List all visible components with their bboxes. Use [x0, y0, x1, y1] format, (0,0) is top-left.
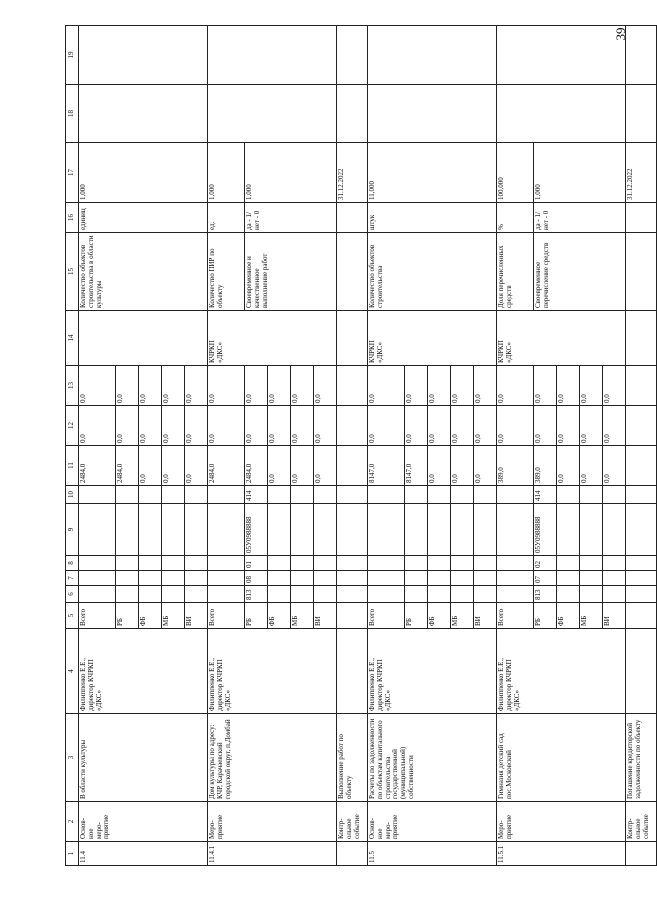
funding-source: РБ — [534, 603, 557, 629]
empty-cell — [497, 26, 626, 85]
budget-code-target — [497, 504, 534, 556]
empty-cell — [626, 446, 657, 486]
budget-code-expense-type — [580, 486, 603, 504]
indicator-name: Доля перечисленных средств — [497, 233, 534, 311]
responsible-person: Филиппенко Е.Е., директор КЧРКП «ДКС» — [79, 629, 208, 714]
amount-year-2: 0,0 — [208, 406, 245, 446]
indicator-unit: % — [497, 203, 534, 233]
budget-code-section — [451, 571, 474, 586]
budget-code-expense-type — [474, 486, 497, 504]
amount-year-1: 8147,0 — [405, 446, 428, 486]
amount-year-2: 0,0 — [428, 406, 451, 446]
budget-code-target — [314, 504, 337, 556]
empty-cell — [368, 26, 497, 85]
budget-code-grbs — [474, 586, 497, 603]
budget-code-section — [268, 571, 291, 586]
indicator-name-2: Своевременное и качественное выполнение работ — [245, 233, 337, 311]
amount-year-2: 0,0 — [245, 406, 268, 446]
empty-cell — [626, 203, 657, 233]
empty-cell — [79, 85, 208, 143]
budget-code-grbs — [185, 586, 208, 603]
budget-code-target — [603, 504, 626, 556]
item-type: Контр- ольное событие — [337, 802, 368, 842]
budget-code-section — [162, 571, 185, 586]
budget-code-expense-type: 414 — [534, 486, 557, 504]
budget-code-subsection: 01 — [245, 556, 268, 571]
budget-code-grbs — [208, 586, 245, 603]
budget-code-section — [497, 571, 534, 586]
budget-code-grbs — [405, 586, 428, 603]
empty-cell — [208, 85, 337, 143]
column-number-6: 6 — [66, 586, 79, 603]
budget-code-subsection — [79, 556, 116, 571]
executor: КЧРКП «ДКС» — [368, 311, 497, 366]
budget-code-grbs: 813 — [534, 586, 557, 603]
indicator-value: 11,000 — [368, 143, 497, 203]
budget-code-section — [405, 571, 428, 586]
empty-cell — [626, 556, 657, 571]
column-number-14: 14 — [66, 311, 79, 366]
indicator-unit: единиц — [79, 203, 208, 233]
budget-code-grbs — [116, 586, 139, 603]
amount-year-2: 0,0 — [497, 406, 534, 446]
control-event-row — [626, 26, 657, 866]
funding-source: Всего — [497, 603, 534, 629]
indicator-unit: ед. — [208, 203, 245, 233]
empty-cell — [368, 85, 497, 143]
budget-code-subsection — [291, 556, 314, 571]
empty-cell — [79, 26, 208, 85]
amount-year-3: 0,0 — [208, 366, 245, 406]
responsible-person: Филиппенко Е.Е., директор КЧРКП «ДКС» — [208, 629, 337, 714]
amount-year-2: 0,0 — [368, 406, 405, 446]
budget-code-expense-type — [162, 486, 185, 504]
amount-year-1: 0,0 — [139, 446, 162, 486]
budget-code-target — [474, 504, 497, 556]
column-number-15: 15 — [66, 233, 79, 311]
indicator-unit-2: да - 1/ нет - 0 — [245, 203, 337, 233]
budget-code-section — [139, 571, 162, 586]
column-number-7: 7 — [66, 571, 79, 586]
budget-code-expense-type — [557, 486, 580, 504]
empty-cell — [337, 203, 368, 233]
funding-source: ВИ — [603, 603, 626, 629]
amount-year-2: 0,0 — [79, 406, 116, 446]
budget-code-expense-type — [208, 486, 245, 504]
item-type: Меро- приятие — [497, 802, 626, 842]
item-type: Меро- приятие — [208, 802, 337, 842]
empty-cell — [337, 504, 368, 556]
page-number: 39 — [613, 27, 628, 41]
amount-year-1: 8147,0 — [368, 446, 405, 486]
indicator-value-2: 1,000 — [534, 143, 626, 203]
budget-code-target — [291, 504, 314, 556]
executor: КЧРКП «ДКС» — [497, 311, 626, 366]
amount-year-1: 2484,0 — [116, 446, 139, 486]
funding-source: РБ — [405, 603, 428, 629]
funding-source: ВИ — [314, 603, 337, 629]
empty-cell — [208, 26, 337, 85]
budget-code-subsection — [368, 556, 405, 571]
budget-code-section — [116, 571, 139, 586]
amount-year-1: 0,0 — [268, 446, 291, 486]
amount-year-1: 0,0 — [451, 446, 474, 486]
column-number-1: 1 — [66, 842, 79, 866]
empty-cell — [337, 406, 368, 446]
amount-year-2: 0,0 — [557, 406, 580, 446]
budget-code-section — [79, 571, 116, 586]
indicator-name-2: Своевременное перечисление средств — [534, 233, 626, 311]
amount-year-2: 0,0 — [162, 406, 185, 446]
amount-year-1: 389,0 — [534, 446, 557, 486]
item-name: Погашение кредиторской задолженности по объекту — [626, 714, 657, 802]
budget-code-subsection — [139, 556, 162, 571]
budget-code-target — [139, 504, 162, 556]
budget-code-expense-type — [79, 486, 116, 504]
budget-code-grbs — [428, 586, 451, 603]
responsible-person: Филиппенко Е.Е., директор КЧРКП «ДКС» — [497, 629, 626, 714]
budget-code-subsection — [474, 556, 497, 571]
empty-cell — [337, 366, 368, 406]
amount-year-1: 0,0 — [557, 446, 580, 486]
item-name: В области культуры — [79, 714, 208, 802]
funding-source: РБ — [116, 603, 139, 629]
item-number: 11.4 — [79, 842, 208, 866]
amount-year-3: 0,0 — [139, 366, 162, 406]
budget-code-expense-type — [291, 486, 314, 504]
column-number-11: 11 — [66, 446, 79, 486]
funding-source: ВИ — [474, 603, 497, 629]
amount-year-3: 0,0 — [185, 366, 208, 406]
amount-year-3: 0,0 — [314, 366, 337, 406]
finance-row — [497, 26, 534, 866]
finance-row — [368, 26, 405, 866]
column-number-12: 12 — [66, 406, 79, 446]
item-number: 11.5 — [368, 842, 497, 866]
budget-code-grbs — [451, 586, 474, 603]
budget-code-grbs — [557, 586, 580, 603]
budget-code-subsection — [428, 556, 451, 571]
budget-code-target — [185, 504, 208, 556]
column-number-16: 16 — [66, 203, 79, 233]
item-name: Выполнение работ по объекту — [337, 714, 368, 802]
empty-cell — [626, 85, 657, 143]
funding-source: МБ — [451, 603, 474, 629]
amount-year-2: 0,0 — [405, 406, 428, 446]
empty-cell — [337, 26, 368, 85]
budget-code-target — [451, 504, 474, 556]
amount-year-1: 0,0 — [162, 446, 185, 486]
budget-code-subsection — [405, 556, 428, 571]
responsible-cell — [626, 629, 657, 714]
empty-cell — [626, 586, 657, 603]
item-number: 11.5.1 — [497, 842, 626, 866]
amount-year-3: 0,0 — [534, 366, 557, 406]
budget-code-grbs — [497, 586, 534, 603]
empty-cell — [337, 486, 368, 504]
column-number-5: 5 — [66, 603, 79, 629]
budget-code-subsection — [208, 556, 245, 571]
column-number-13: 13 — [66, 366, 79, 406]
budget-code-subsection — [580, 556, 603, 571]
budget-code-subsection — [185, 556, 208, 571]
item-name: Дом культуры по адресу: КЧР, Карачаевский городской округ, п.Домбай — [208, 714, 337, 802]
amount-year-2: 0,0 — [116, 406, 139, 446]
budget-code-section — [368, 571, 405, 586]
empty-cell — [626, 486, 657, 504]
executor — [79, 311, 208, 366]
amount-year-1: 2484,0 — [208, 446, 245, 486]
table-body — [79, 26, 657, 866]
budget-code-expense-type — [185, 486, 208, 504]
column-number-19: 19 — [66, 26, 79, 85]
amount-year-1: 2484,0 — [79, 446, 116, 486]
amount-year-2: 0,0 — [314, 406, 337, 446]
item-type: Контр- ольное событие — [626, 802, 657, 842]
indicator-value: 1,000 — [208, 143, 245, 203]
empty-cell — [337, 446, 368, 486]
empty-cell — [626, 571, 657, 586]
budget-code-target — [208, 504, 245, 556]
budget-code-target — [428, 504, 451, 556]
budget-code-section — [580, 571, 603, 586]
budget-code-subsection — [557, 556, 580, 571]
amount-year-1: 0,0 — [185, 446, 208, 486]
finance-row — [208, 26, 245, 866]
budget-code-subsection — [451, 556, 474, 571]
empty-cell — [626, 406, 657, 446]
amount-year-1: 2484,0 — [245, 446, 268, 486]
column-number-10: 10 — [66, 486, 79, 504]
empty-cell — [337, 233, 368, 311]
funding-source: ФБ — [139, 603, 162, 629]
budget-code-section — [185, 571, 208, 586]
empty-cell — [626, 504, 657, 556]
amount-year-3: 0,0 — [557, 366, 580, 406]
amount-year-3: 0,0 — [291, 366, 314, 406]
budget-code-expense-type — [116, 486, 139, 504]
indicator-value-2: 1,000 — [245, 143, 337, 203]
budget-code-target — [405, 504, 428, 556]
budget-code-expense-type — [139, 486, 162, 504]
budget-code-grbs — [368, 586, 405, 603]
budget-code-section — [314, 571, 337, 586]
control-date: 31.12.2022 — [626, 143, 657, 203]
budget-code-target — [116, 504, 139, 556]
indicator-name: Количество ПИР по объекту — [208, 233, 245, 311]
funding-source: ФБ — [428, 603, 451, 629]
amount-year-3: 0,0 — [245, 366, 268, 406]
empty-cell — [626, 26, 657, 85]
amount-year-3: 0,0 — [474, 366, 497, 406]
item-number: 11.4.1 — [208, 842, 337, 866]
amount-year-2: 0,0 — [451, 406, 474, 446]
empty-cell — [337, 85, 368, 143]
budget-code-target — [368, 504, 405, 556]
empty-cell — [337, 586, 368, 603]
budget-code-target — [268, 504, 291, 556]
funding-source: ФБ — [557, 603, 580, 629]
budget-code-subsection — [603, 556, 626, 571]
amount-year-3: 0,0 — [79, 366, 116, 406]
finance-row — [79, 26, 116, 866]
budget-code-grbs — [603, 586, 626, 603]
budget-code-grbs — [139, 586, 162, 603]
budget-code-expense-type — [428, 486, 451, 504]
empty-cell — [497, 85, 626, 143]
amount-year-1: 0,0 — [580, 446, 603, 486]
budget-code-grbs — [268, 586, 291, 603]
column-number-8: 8 — [66, 556, 79, 571]
empty-cell — [337, 603, 368, 629]
budget-code-section — [474, 571, 497, 586]
amount-year-3: 0,0 — [405, 366, 428, 406]
budget-code-grbs — [580, 586, 603, 603]
amount-year-1: 389,0 — [497, 446, 534, 486]
budget-code-section: 08 — [245, 571, 268, 586]
funding-source: МБ — [291, 603, 314, 629]
indicator-name: Количество объектов строительства в области культуры — [79, 233, 208, 311]
item-name: Гимназия детский сад пос.Московский — [497, 714, 626, 802]
amount-year-3: 0,0 — [603, 366, 626, 406]
control-date: 31.12.2022 — [337, 143, 368, 203]
item-number — [337, 842, 368, 866]
budget-code-target: 05У0988888 — [245, 504, 268, 556]
empty-cell — [626, 233, 657, 311]
amount-year-2: 0,0 — [185, 406, 208, 446]
amount-year-2: 0,0 — [603, 406, 626, 446]
amount-year-2: 0,0 — [474, 406, 497, 446]
program-table — [65, 25, 657, 866]
amount-year-1: 0,0 — [603, 446, 626, 486]
budget-code-section — [428, 571, 451, 586]
amount-year-2: 0,0 — [291, 406, 314, 446]
responsible-cell — [337, 629, 368, 714]
executor: КЧРКП «ДКС» — [208, 311, 337, 366]
budget-code-section — [208, 571, 245, 586]
budget-code-subsection — [314, 556, 337, 571]
amount-year-1: 0,0 — [291, 446, 314, 486]
budget-code-expense-type — [603, 486, 626, 504]
budget-code-section — [603, 571, 626, 586]
funding-source: МБ — [580, 603, 603, 629]
amount-year-1: 0,0 — [474, 446, 497, 486]
amount-year-3: 0,0 — [428, 366, 451, 406]
budget-code-target: 05У0988888 — [534, 504, 557, 556]
control-event-row — [337, 26, 368, 866]
budget-code-subsection — [116, 556, 139, 571]
budget-code-expense-type — [497, 486, 534, 504]
empty-cell — [337, 556, 368, 571]
funding-source: Всего — [368, 603, 405, 629]
column-number-17: 17 — [66, 143, 79, 203]
budget-code-grbs — [291, 586, 314, 603]
budget-code-section — [291, 571, 314, 586]
budget-code-grbs — [314, 586, 337, 603]
amount-year-2: 0,0 — [268, 406, 291, 446]
rotated-table-container — [65, 26, 650, 866]
budget-code-expense-type: 414 — [245, 486, 268, 504]
amount-year-3: 0,0 — [268, 366, 291, 406]
empty-cell — [626, 311, 657, 366]
budget-code-grbs — [162, 586, 185, 603]
indicator-unit: штук — [368, 203, 497, 233]
budget-code-target — [162, 504, 185, 556]
column-number-header — [66, 26, 79, 866]
funding-source: ВИ — [185, 603, 208, 629]
amount-year-3: 0,0 — [497, 366, 534, 406]
empty-cell — [626, 603, 657, 629]
budget-code-target — [580, 504, 603, 556]
budget-code-expense-type — [268, 486, 291, 504]
funding-source: МБ — [162, 603, 185, 629]
column-number-2: 2 — [66, 802, 79, 842]
amount-year-2: 0,0 — [139, 406, 162, 446]
budget-code-expense-type — [314, 486, 337, 504]
empty-cell — [337, 571, 368, 586]
amount-year-3: 0,0 — [162, 366, 185, 406]
amount-year-3: 0,0 — [368, 366, 405, 406]
indicator-name: Количество объектов строительства — [368, 233, 497, 311]
budget-code-subsection — [497, 556, 534, 571]
budget-code-grbs — [79, 586, 116, 603]
empty-cell — [337, 311, 368, 366]
item-type: Основ- ное меро- приятие — [79, 802, 208, 842]
funding-source: Всего — [79, 603, 116, 629]
empty-cell — [626, 366, 657, 406]
budget-code-section: 07 — [534, 571, 557, 586]
funding-source: ФБ — [268, 603, 291, 629]
column-number-3: 3 — [66, 714, 79, 802]
budget-code-expense-type — [368, 486, 405, 504]
item-number — [626, 842, 657, 866]
budget-code-section — [557, 571, 580, 586]
amount-year-1: 0,0 — [314, 446, 337, 486]
budget-code-subsection: 02 — [534, 556, 557, 571]
item-type: Основ- ное меро- приятие — [368, 802, 497, 842]
indicator-unit-2: да - 1/ нет - 0 — [534, 203, 626, 233]
amount-year-3: 0,0 — [451, 366, 474, 406]
budget-code-target — [79, 504, 116, 556]
column-number-4: 4 — [66, 629, 79, 714]
budget-code-grbs: 813 — [245, 586, 268, 603]
responsible-person: Филиппенко Е.Е., директор КЧРКП «ДКС» — [368, 629, 497, 714]
amount-year-1: 0,0 — [428, 446, 451, 486]
indicator-value: 1,000 — [79, 143, 208, 203]
indicator-value: 100,000 — [497, 143, 534, 203]
budget-code-target — [557, 504, 580, 556]
funding-source: РБ — [245, 603, 268, 629]
budget-code-expense-type — [451, 486, 474, 504]
amount-year-3: 0,0 — [580, 366, 603, 406]
amount-year-2: 0,0 — [580, 406, 603, 446]
column-number-18: 18 — [66, 85, 79, 143]
budget-code-subsection — [162, 556, 185, 571]
amount-year-2: 0,0 — [534, 406, 557, 446]
column-number-9: 9 — [66, 504, 79, 556]
amount-year-3: 0,0 — [116, 366, 139, 406]
budget-code-subsection — [268, 556, 291, 571]
budget-code-expense-type — [405, 486, 428, 504]
item-name: Расчеты по задолженности по объектам капитального строительства государственной (муниципальной) собственности — [368, 714, 497, 802]
funding-source: Всего — [208, 603, 245, 629]
